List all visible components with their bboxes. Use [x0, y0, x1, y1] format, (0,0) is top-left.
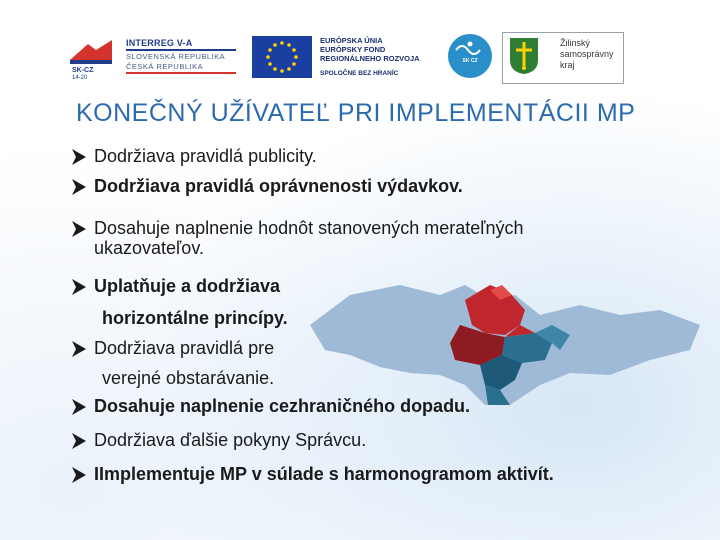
arrow-bullet-icon [70, 431, 88, 451]
bullet-text: Dosahuje naplnenie cezhraničného dopadu. [94, 396, 471, 416]
interreg-line1: SLOVENSKÁ REPUBLIKA [126, 52, 226, 61]
bullet-text: Uplatňuje a dodržiava [94, 276, 281, 296]
bullet-text: Dodržiava ďalšie pokyny Správcu. [94, 430, 367, 450]
region-circle-logo [446, 30, 496, 86]
region-map-icon [290, 255, 710, 415]
bullet-continuation: ukazovateľov. [94, 238, 204, 258]
bullet-continuation: horizontálne princípy. [102, 308, 288, 328]
eu-flag-icon [252, 36, 312, 78]
arrow-bullet-icon [70, 147, 88, 167]
arrow-bullet-icon [70, 177, 88, 197]
wave-icon [454, 40, 486, 56]
svg-text:14-20: 14-20 [72, 75, 88, 80]
eu-logo [252, 30, 438, 86]
arrow-bullet-icon [70, 397, 88, 417]
arrow-bullet-icon [70, 339, 88, 359]
bullet-continuation: verejné obstarávanie. [102, 368, 275, 388]
eu-text: EURÓPSKA ÚNIA EURÓPSKY FOND REGIONÁLNEHO ROZVOJA [320, 36, 420, 63]
bullet-text: Dodržiava pravidlá pre [94, 338, 275, 358]
interreg-logo [62, 30, 242, 86]
bullet-text: Dosahuje naplnenie hodnôt stanovených merateľných [94, 218, 524, 238]
eu-slogan: SPOLOČNE BEZ HRANÍC [320, 70, 399, 77]
bullet-text: IImplementuje MP v súlade s harmonogramom aktivít. [94, 464, 554, 484]
region-circle-text: SK CZ [462, 58, 478, 64]
zilina-region-logo [502, 30, 632, 86]
bullet-text: Dodržiava pravidlá oprávnenosti výdavkov. [94, 176, 463, 196]
crest-icon [508, 36, 540, 76]
interreg-name: INTERREG V-A [126, 38, 193, 48]
svg-text:SK-CZ: SK-CZ [72, 67, 94, 74]
arrow-bullet-icon [70, 277, 88, 297]
bullet-text: Dodržiava pravidlá publicity. [94, 146, 317, 166]
arrow-bullet-icon [70, 465, 88, 485]
arrow-bullet-icon [70, 219, 88, 239]
interreg-line2: ČESKÁ REPUBLIKA [126, 62, 204, 71]
logo-bar [62, 30, 632, 86]
interreg-mark-icon [66, 34, 116, 80]
page-title: KONEČNÝ UŽÍVATEĽ PRI IMPLEMENTÁCII MP [76, 99, 636, 127]
zilina-text: Žilinský samosprávny kraj [560, 38, 614, 70]
